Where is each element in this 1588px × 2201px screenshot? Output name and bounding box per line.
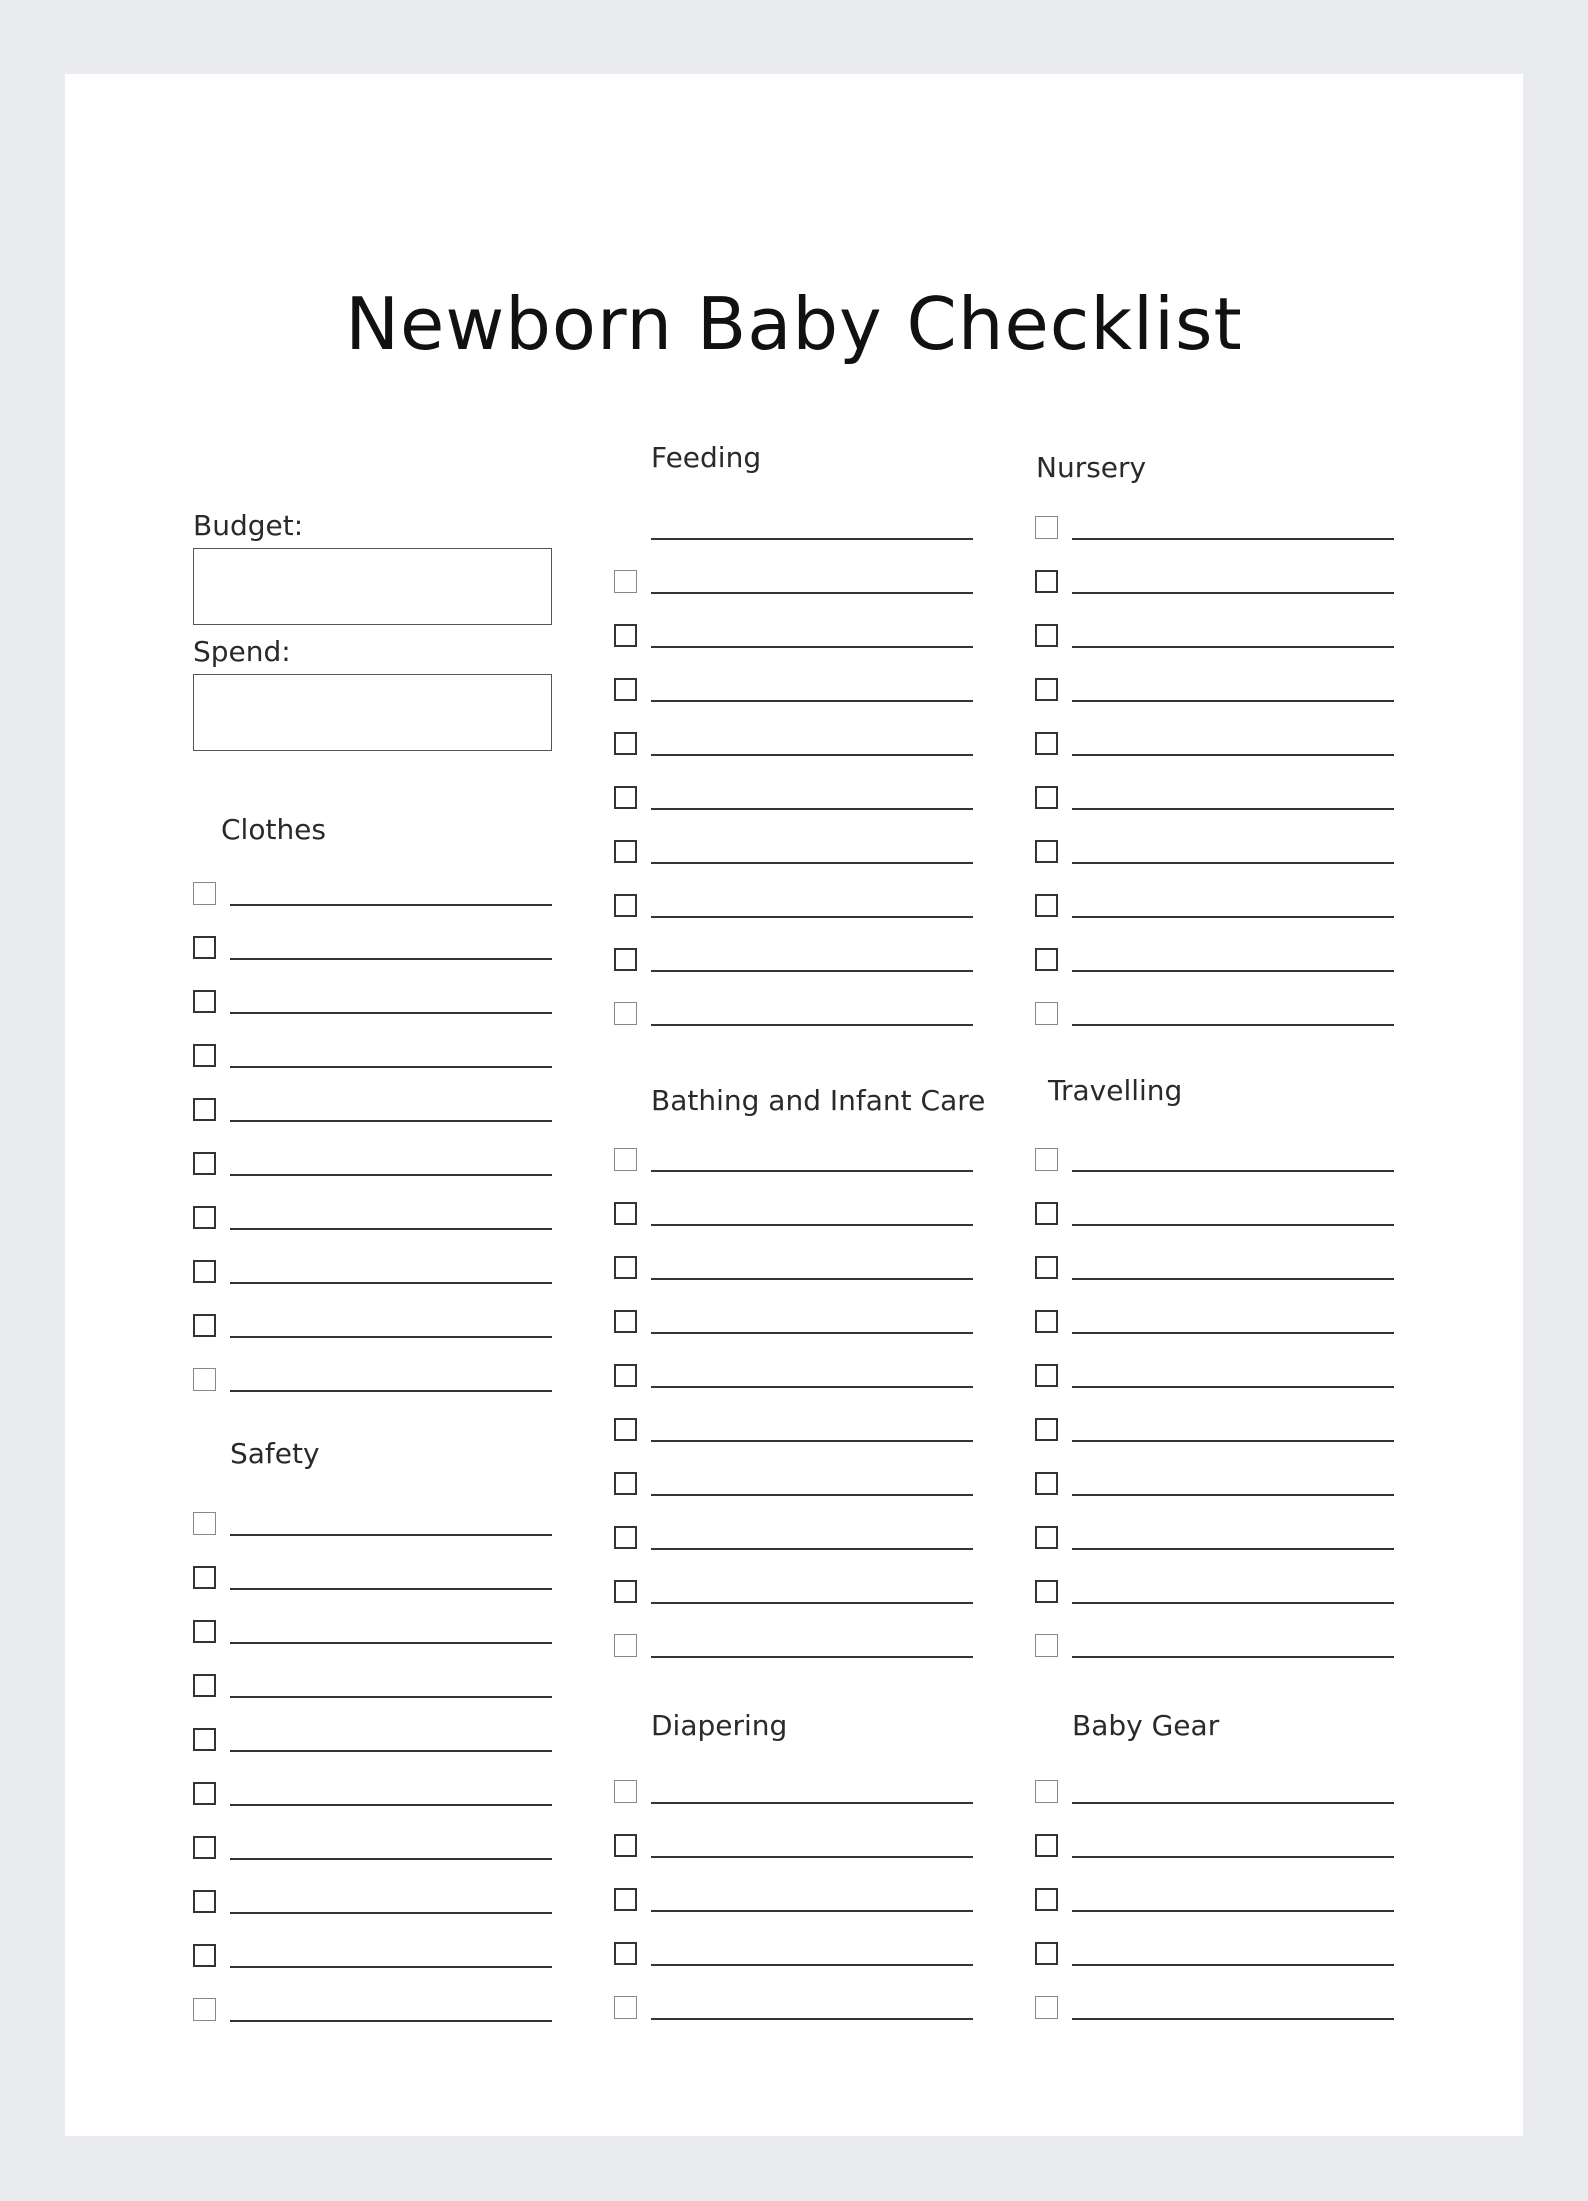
checklist-row: [614, 1148, 974, 1174]
checkbox[interactable]: [1035, 1002, 1058, 1025]
checkbox[interactable]: [614, 1256, 637, 1279]
item-write-line[interactable]: [230, 1066, 552, 1068]
spend-field[interactable]: [193, 674, 552, 751]
checklist-row: [193, 1206, 553, 1232]
checkbox[interactable]: [614, 1526, 637, 1549]
checklist-row: [614, 1472, 974, 1498]
checklist-row: [1035, 1364, 1395, 1390]
item-write-line[interactable]: [230, 1282, 552, 1284]
checklist-row: [1035, 624, 1395, 650]
checkbox[interactable]: [614, 1942, 637, 1965]
item-write-line[interactable]: [1072, 700, 1394, 702]
checkbox[interactable]: [1035, 1634, 1058, 1657]
item-write-line[interactable]: [1072, 1170, 1394, 1172]
budget-field[interactable]: [193, 548, 552, 625]
checklist-row: [193, 936, 553, 962]
checklist-sheet: [65, 74, 1523, 2136]
checkbox[interactable]: [193, 936, 216, 959]
checklist-row: [614, 948, 974, 974]
checklist-row: [614, 732, 974, 758]
section-title-baby-gear: Baby Gear: [1072, 1709, 1220, 1742]
budget-label: Budget:: [193, 509, 304, 542]
checkbox[interactable]: [614, 1418, 637, 1441]
item-write-line[interactable]: [651, 1224, 973, 1226]
item-write-line[interactable]: [1072, 1856, 1394, 1858]
item-write-line[interactable]: [651, 1278, 973, 1280]
checklist-row: [1035, 1634, 1395, 1660]
checkbox[interactable]: [193, 1260, 216, 1283]
item-write-line[interactable]: [230, 1966, 552, 1968]
item-write-line[interactable]: [651, 1440, 973, 1442]
checkbox[interactable]: [193, 882, 216, 905]
item-write-line[interactable]: [1072, 1548, 1394, 1550]
checkbox[interactable]: [614, 1780, 637, 1803]
checkbox[interactable]: [193, 1314, 216, 1337]
item-write-line[interactable]: [1072, 1494, 1394, 1496]
item-write-line[interactable]: [1072, 1332, 1394, 1334]
item-write-line[interactable]: [651, 970, 973, 972]
checkbox[interactable]: [1035, 1364, 1058, 1387]
checklist-row: [193, 1566, 553, 1592]
checklist-row: [1035, 1526, 1395, 1552]
checkbox[interactable]: [614, 570, 637, 593]
item-write-line[interactable]: [651, 1332, 973, 1334]
item-write-line[interactable]: [1072, 1964, 1394, 1966]
item-write-line[interactable]: [230, 1588, 552, 1590]
checkbox[interactable]: [193, 1836, 216, 1859]
checkbox[interactable]: [1035, 1780, 1058, 1803]
checklist-row: [614, 1256, 974, 1282]
item-write-line[interactable]: [230, 1858, 552, 1860]
item-write-line[interactable]: [1072, 1440, 1394, 1442]
checkbox[interactable]: [1035, 1472, 1058, 1495]
item-write-line[interactable]: [1072, 2018, 1394, 2020]
item-write-line[interactable]: [1072, 916, 1394, 918]
item-write-line[interactable]: [651, 1602, 973, 1604]
checklist-row: [614, 624, 974, 650]
checklist-row: [193, 1944, 553, 1970]
checklist-row: [1035, 840, 1395, 866]
checkbox[interactable]: [614, 732, 637, 755]
checkbox[interactable]: [193, 1620, 216, 1643]
item-write-line[interactable]: [1072, 1602, 1394, 1604]
checklist-row: [193, 1152, 553, 1178]
checkbox[interactable]: [614, 948, 637, 971]
checklist-row: [614, 1202, 974, 1228]
feeding-header-line: [651, 538, 973, 540]
section-title-nursery: Nursery: [1036, 451, 1147, 484]
item-write-line[interactable]: [1072, 592, 1394, 594]
checklist-row: [614, 678, 974, 704]
checklist-row: [614, 570, 974, 596]
item-write-line[interactable]: [651, 1494, 973, 1496]
item-write-line[interactable]: [1072, 754, 1394, 756]
item-write-line[interactable]: [1072, 1278, 1394, 1280]
item-write-line[interactable]: [230, 1750, 552, 1752]
item-write-line[interactable]: [230, 1696, 552, 1698]
checklist-row: [1035, 1202, 1395, 1228]
section-title-bathing: Bathing and Infant Care: [651, 1084, 986, 1117]
item-write-line[interactable]: [230, 1912, 552, 1914]
checkbox[interactable]: [1035, 1834, 1058, 1857]
item-write-line[interactable]: [651, 646, 973, 648]
item-write-line[interactable]: [230, 1012, 552, 1014]
checklist-row: [193, 990, 553, 1016]
item-write-line[interactable]: [230, 2020, 552, 2022]
section-title-feeding: Feeding: [651, 441, 762, 474]
checkbox[interactable]: [614, 1996, 637, 2019]
checkbox[interactable]: [614, 1888, 637, 1911]
checklist-row: [193, 1890, 553, 1916]
section-title-clothes: Clothes: [221, 813, 326, 846]
item-write-line[interactable]: [1072, 1910, 1394, 1912]
checklist-row: [1035, 1580, 1395, 1606]
checklist-row: [1035, 948, 1395, 974]
checkbox[interactable]: [614, 1472, 637, 1495]
checkbox[interactable]: [1035, 1202, 1058, 1225]
item-write-line[interactable]: [651, 592, 973, 594]
checklist-row: [193, 1674, 553, 1700]
checklist-row: [1035, 1780, 1395, 1806]
item-write-line[interactable]: [230, 1336, 552, 1338]
checkbox[interactable]: [614, 1364, 637, 1387]
checklist-row: [193, 1260, 553, 1286]
checklist-row: [1035, 1942, 1395, 1968]
checklist-row: [1035, 1834, 1395, 1860]
checkbox[interactable]: [193, 1782, 216, 1805]
item-write-line[interactable]: [651, 700, 973, 702]
checkbox[interactable]: [614, 1834, 637, 1857]
checkbox[interactable]: [614, 1202, 637, 1225]
checkbox[interactable]: [1035, 678, 1058, 701]
item-write-line[interactable]: [230, 904, 552, 906]
checklist-row: [1035, 1148, 1395, 1174]
checklist-row: [1035, 516, 1395, 542]
item-write-line[interactable]: [230, 1390, 552, 1392]
checkbox[interactable]: [1035, 948, 1058, 971]
checkbox[interactable]: [193, 1890, 216, 1913]
checklist-row: [1035, 570, 1395, 596]
checklist-row: [193, 1512, 553, 1538]
checklist-row: [193, 1836, 553, 1862]
item-write-line[interactable]: [230, 1174, 552, 1176]
item-write-line[interactable]: [651, 1856, 973, 1858]
section-title-travelling: Travelling: [1048, 1074, 1183, 1107]
checkbox[interactable]: [614, 624, 637, 647]
item-write-line[interactable]: [1072, 970, 1394, 972]
item-write-line[interactable]: [651, 2018, 973, 2020]
checklist-row: [1035, 1310, 1395, 1336]
checklist-row: [1035, 1002, 1395, 1028]
item-write-line[interactable]: [230, 1228, 552, 1230]
item-write-line[interactable]: [230, 1534, 552, 1536]
checklist-row: [614, 1834, 974, 1860]
item-write-line[interactable]: [651, 1386, 973, 1388]
checklist-row: [614, 1780, 974, 1806]
item-write-line[interactable]: [651, 1802, 973, 1804]
checklist-row: [614, 1888, 974, 1914]
checkbox[interactable]: [614, 1634, 637, 1657]
checklist-row: [193, 1782, 553, 1808]
checkbox[interactable]: [1035, 1256, 1058, 1279]
checkbox[interactable]: [193, 1098, 216, 1121]
checklist-row: [193, 882, 553, 908]
checkbox[interactable]: [614, 786, 637, 809]
checkbox[interactable]: [1035, 1310, 1058, 1333]
checkbox[interactable]: [614, 840, 637, 863]
checklist-row: [193, 1044, 553, 1070]
checkbox[interactable]: [1035, 840, 1058, 863]
section-title-safety: Safety: [230, 1437, 320, 1470]
checkbox[interactable]: [193, 1728, 216, 1751]
section-title-diapering: Diapering: [651, 1709, 788, 1742]
checkbox[interactable]: [614, 1310, 637, 1333]
item-write-line[interactable]: [651, 1910, 973, 1912]
checkbox[interactable]: [1035, 1888, 1058, 1911]
checkbox[interactable]: [614, 1148, 637, 1171]
checklist-row: [1035, 1996, 1395, 2022]
checkbox[interactable]: [1035, 1526, 1058, 1549]
spend-label: Spend:: [193, 635, 291, 668]
checklist-row: [1035, 894, 1395, 920]
item-write-line[interactable]: [651, 1964, 973, 1966]
checkbox[interactable]: [193, 1944, 216, 1967]
item-write-line[interactable]: [1072, 1386, 1394, 1388]
checkbox[interactable]: [193, 1044, 216, 1067]
checkbox[interactable]: [193, 1566, 216, 1589]
checkbox[interactable]: [1035, 894, 1058, 917]
item-write-line[interactable]: [1072, 1224, 1394, 1226]
checkbox[interactable]: [193, 1998, 216, 2021]
item-write-line[interactable]: [651, 862, 973, 864]
checklist-row: [193, 1368, 553, 1394]
checkbox[interactable]: [614, 678, 637, 701]
item-write-line[interactable]: [1072, 646, 1394, 648]
checkbox[interactable]: [193, 990, 216, 1013]
checkbox[interactable]: [1035, 570, 1058, 593]
checklist-row: [614, 1634, 974, 1660]
checklist-row: [1035, 1256, 1395, 1282]
checklist-row: [614, 1996, 974, 2022]
checklist-row: [1035, 732, 1395, 758]
item-write-line[interactable]: [651, 808, 973, 810]
checklist-row: [1035, 1472, 1395, 1498]
checklist-row: [614, 894, 974, 920]
item-write-line[interactable]: [230, 958, 552, 960]
checklist-row: [1035, 1418, 1395, 1444]
checklist-row: [193, 1314, 553, 1340]
checkbox[interactable]: [1035, 1580, 1058, 1603]
item-write-line[interactable]: [1072, 808, 1394, 810]
checklist-row: [614, 1002, 974, 1028]
checklist-row: [193, 1620, 553, 1646]
checklist-row: [614, 1418, 974, 1444]
item-write-line[interactable]: [230, 1804, 552, 1806]
checkbox[interactable]: [193, 1512, 216, 1535]
checklist-row: [614, 1942, 974, 1968]
checkbox[interactable]: [193, 1206, 216, 1229]
item-write-line[interactable]: [651, 916, 973, 918]
checkbox[interactable]: [193, 1368, 216, 1391]
item-write-line[interactable]: [1072, 538, 1394, 540]
checklist-row: [1035, 678, 1395, 704]
checkbox[interactable]: [1035, 1418, 1058, 1441]
checklist-row: [1035, 786, 1395, 812]
item-write-line[interactable]: [651, 1656, 973, 1658]
page-title: Newborn Baby Checklist: [345, 282, 1243, 366]
item-write-line[interactable]: [1072, 1024, 1394, 1026]
checklist-row: [614, 1580, 974, 1606]
item-write-line[interactable]: [651, 1024, 973, 1026]
checkbox[interactable]: [1035, 624, 1058, 647]
item-write-line[interactable]: [651, 1548, 973, 1550]
checkbox[interactable]: [193, 1152, 216, 1175]
item-write-line[interactable]: [651, 754, 973, 756]
checkbox[interactable]: [614, 1580, 637, 1603]
checkbox[interactable]: [1035, 1148, 1058, 1171]
checkbox[interactable]: [614, 1002, 637, 1025]
item-write-line[interactable]: [651, 1170, 973, 1172]
checkbox[interactable]: [1035, 786, 1058, 809]
checklist-row: [614, 840, 974, 866]
checkbox[interactable]: [1035, 732, 1058, 755]
checklist-row: [614, 1364, 974, 1390]
checkbox[interactable]: [614, 894, 637, 917]
checklist-row: [193, 1728, 553, 1754]
item-write-line[interactable]: [1072, 862, 1394, 864]
item-write-line[interactable]: [1072, 1802, 1394, 1804]
checkbox[interactable]: [1035, 1996, 1058, 2019]
item-write-line[interactable]: [230, 1642, 552, 1644]
item-write-line[interactable]: [1072, 1656, 1394, 1658]
checkbox[interactable]: [1035, 1942, 1058, 1965]
checklist-row: [1035, 1888, 1395, 1914]
item-write-line[interactable]: [230, 1120, 552, 1122]
checklist-row: [193, 1998, 553, 2024]
checkbox[interactable]: [193, 1674, 216, 1697]
checklist-row: [193, 1098, 553, 1124]
checklist-row: [614, 786, 974, 812]
checklist-row: [614, 1526, 974, 1552]
checklist-row: [614, 1310, 974, 1336]
checkbox[interactable]: [1035, 516, 1058, 539]
